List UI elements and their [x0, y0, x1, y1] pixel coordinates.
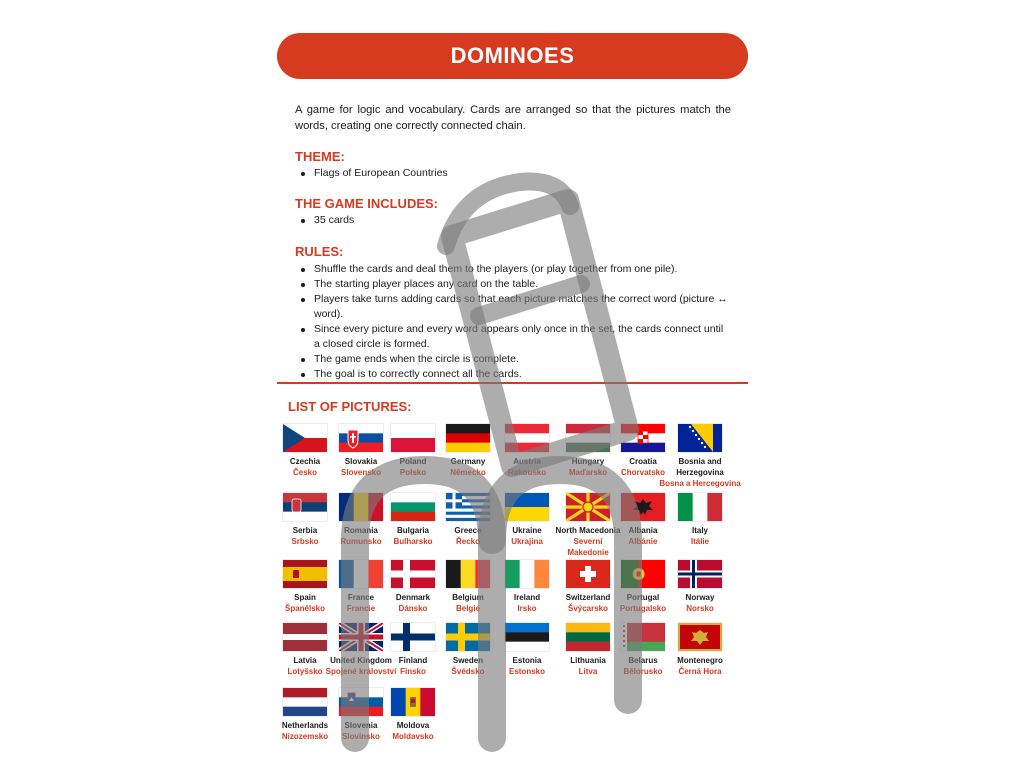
belgium-flag-icon: [446, 560, 490, 588]
country-name: Czechia: [289, 457, 321, 466]
country-name: Albania: [628, 526, 658, 535]
country-name: Austria: [513, 457, 541, 466]
belarus-flag-icon: [621, 623, 665, 651]
portugal-flag-icon: [621, 560, 665, 588]
ireland-flag-icon: [505, 560, 549, 588]
austria-flag-icon: [505, 424, 549, 452]
includes-heading: THE GAME INCLUDES:: [295, 196, 438, 211]
country-name-czech: Německo: [450, 468, 486, 477]
switzerland-flag-icon: [566, 560, 610, 588]
country-name: Estonia: [512, 656, 542, 665]
country-name-czech: Bělorusko: [623, 667, 663, 676]
country-name-czech: Bosna a Hercegovina: [659, 479, 741, 488]
flag-list-item: [664, 623, 736, 677]
country-name-czech: Litva: [578, 667, 598, 676]
list-item: The game ends when the circle is complete.: [295, 352, 731, 367]
czechia-flag-icon: [283, 424, 327, 452]
pictures-heading: LIST OF PICTURES:: [288, 399, 412, 414]
italy-flag-icon: [678, 493, 722, 521]
croatia-flag-icon: [621, 424, 665, 452]
flag-list-item: [664, 493, 736, 547]
country-name: Norway: [685, 593, 715, 602]
country-name-czech: Estonsko: [508, 667, 545, 676]
list-item: 35 cards: [295, 213, 731, 228]
section-divider: [277, 382, 748, 384]
country-name-czech: Chorvatsko: [620, 468, 665, 477]
denmark-flag-icon: [391, 560, 435, 588]
country-name: Bulgaria: [396, 526, 429, 535]
flag-list-item: [377, 688, 449, 742]
list-item: The goal is to correctly connect all the cards.: [295, 367, 731, 382]
lithuania-flag-icon: [566, 623, 610, 651]
country-name-czech: Španělsko: [284, 604, 325, 613]
country-name-czech: Slovensko: [340, 468, 381, 477]
greece-flag-icon: [446, 493, 490, 521]
country-name-czech: Albánie: [628, 537, 658, 546]
country-name: Latvia: [293, 656, 317, 665]
latvia-flag-icon: [283, 623, 327, 651]
country-name: Slovakia: [344, 457, 378, 466]
hungary-flag-icon: [566, 424, 610, 452]
country-name: Ukraine: [512, 526, 542, 535]
country-name: Bosnia and Herzegovina: [676, 457, 724, 477]
estonia-flag-icon: [505, 623, 549, 651]
country-name-czech: Portugalsko: [619, 604, 667, 613]
country-name: Belgium: [452, 593, 484, 602]
sweden-flag-icon: [446, 623, 490, 651]
ukraine-flag-icon: [505, 493, 549, 521]
country-name-czech: Srbsko: [291, 537, 319, 546]
country-name-czech: Řecko: [455, 537, 480, 546]
country-name: United Kingdom: [330, 656, 392, 665]
flag-list-item: [664, 560, 736, 614]
includes-list: [295, 213, 731, 228]
country-name: Italy: [691, 526, 708, 535]
country-name-czech: Černá Hora: [678, 667, 722, 676]
north-macedonia-flag-icon: [566, 493, 610, 521]
rules-heading: RULES:: [295, 244, 344, 259]
country-name: Slovenia: [344, 721, 378, 730]
country-name-czech: Finsko: [400, 667, 426, 676]
flag-list-item: [659, 424, 741, 489]
list-item: The starting player places any card on the table.: [295, 277, 731, 292]
list-item: Since every picture and every word appears only once in the set, the cards connect until a closed circle is formed.: [295, 322, 731, 352]
intro-text: A game for logic and vocabulary. Cards are arranged so that the pictures match the words, creating one correctly connected chain.: [295, 104, 731, 132]
country-name-czech: Švédsko: [451, 667, 485, 676]
theme-heading: THEME:: [295, 149, 345, 164]
netherlands-flag-icon: [283, 688, 327, 716]
country-name: Romania: [344, 526, 378, 535]
country-name-czech: Moldavsko: [392, 732, 434, 741]
montenegro-flag-icon: [678, 623, 722, 651]
finland-flag-icon: [391, 623, 435, 651]
country-name-czech: Ukrajina: [511, 537, 543, 546]
country-name: Montenegro: [677, 656, 723, 665]
country-name: North Macedonia: [555, 526, 621, 535]
country-name-czech: Itálie: [690, 537, 710, 546]
country-name-czech: Irsko: [517, 604, 537, 613]
country-name-czech: Francie: [346, 604, 376, 613]
spain-flag-icon: [283, 560, 327, 588]
country-name: Greece: [454, 526, 482, 535]
country-name: France: [347, 593, 375, 602]
country-name-czech: Rumunsko: [340, 537, 382, 546]
bosnia-flag-icon: [678, 424, 722, 452]
country-name: Poland: [399, 457, 427, 466]
rules-list: [295, 262, 731, 382]
country-name: Sweden: [452, 656, 484, 665]
country-name: Denmark: [395, 593, 431, 602]
country-name: Lithuania: [570, 656, 606, 665]
country-name: Germany: [450, 457, 486, 466]
title-banner: [277, 33, 748, 79]
country-name-czech: Bulharsko: [393, 537, 433, 546]
country-name-czech: Slovinsko: [342, 732, 380, 741]
country-name-czech: Norsko: [686, 604, 714, 613]
page-title: DOMINOES: [450, 43, 575, 68]
country-name-czech: Lotyšsko: [287, 667, 323, 676]
poland-flag-icon: [391, 424, 435, 452]
country-name: Switzerland: [565, 593, 611, 602]
country-name-czech: Nizozemsko: [281, 732, 329, 741]
country-name: Netherlands: [281, 721, 329, 730]
country-name: Serbia: [292, 526, 318, 535]
country-name-czech: Česko: [292, 468, 317, 477]
country-name-czech: Rakousko: [507, 468, 547, 477]
country-name: Moldova: [396, 721, 430, 730]
albania-flag-icon: [621, 493, 665, 521]
country-name-czech: Maďarsko: [568, 468, 608, 477]
country-name: Ireland: [513, 593, 541, 602]
serbia-flag-icon: [283, 493, 327, 521]
country-name: Portugal: [626, 593, 660, 602]
country-name-czech: Spojené království: [325, 667, 397, 676]
country-name: Hungary: [571, 457, 605, 466]
country-name-czech: Polsko: [399, 468, 427, 477]
moldova-flag-icon: [391, 688, 435, 716]
country-name: Croatia: [629, 457, 657, 466]
norway-flag-icon: [678, 560, 722, 588]
list-item: Players take turns adding cards so that each picture matches the correct word (picture ↔ word).: [295, 292, 731, 322]
country-name: Belarus: [628, 656, 658, 665]
country-name: Finland: [398, 656, 428, 665]
country-name-czech: Severní Makedonie: [567, 537, 609, 557]
list-item: Flags of European Countries: [295, 166, 731, 181]
germany-flag-icon: [446, 424, 490, 452]
country-name-czech: Dánsko: [398, 604, 428, 613]
list-item: Shuffle the cards and deal them to the players (or play together from one pile).: [295, 262, 731, 277]
theme-list: [295, 166, 731, 181]
country-name: Spain: [294, 593, 316, 602]
country-name-czech: Belgie: [455, 604, 480, 613]
country-name-czech: Švýcarsko: [567, 604, 609, 613]
bulgaria-flag-icon: [391, 493, 435, 521]
